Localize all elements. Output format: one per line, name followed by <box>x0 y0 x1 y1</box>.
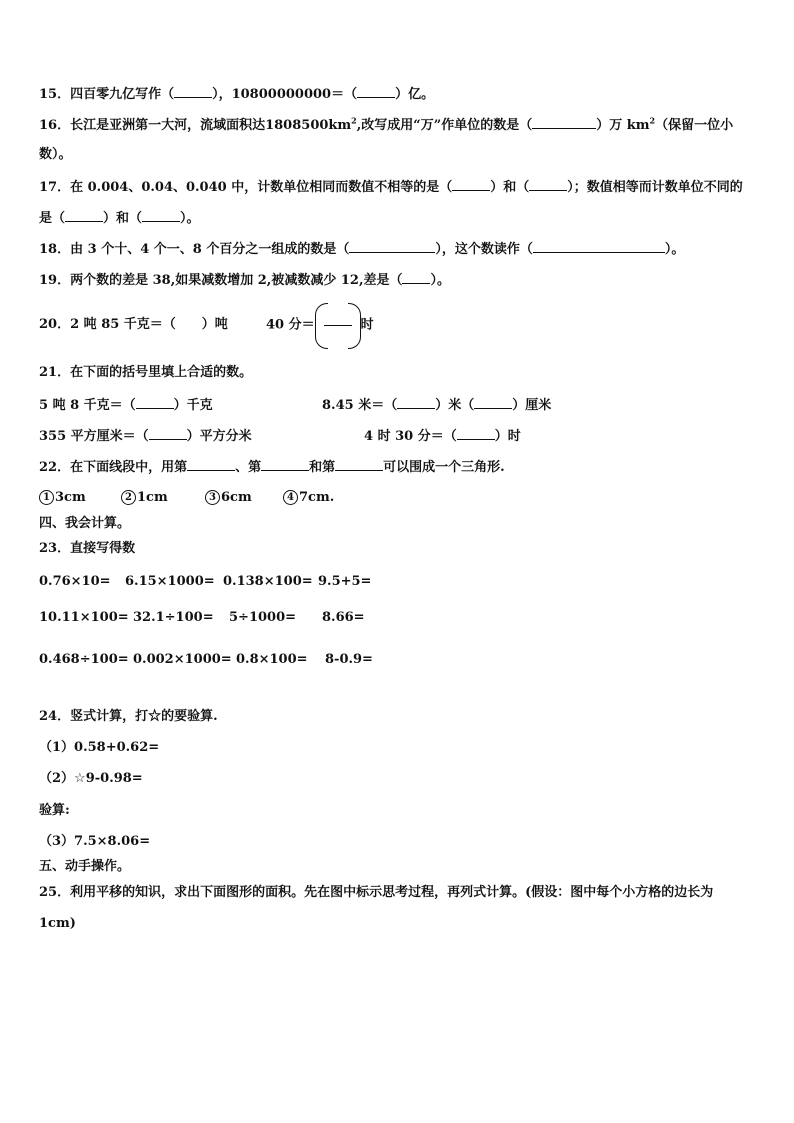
section-4-heading: 四、我会计算。 <box>39 516 131 531</box>
blank[interactable] <box>142 208 180 222</box>
calc-item: 8-0.9= <box>325 652 373 667</box>
blank[interactable] <box>529 177 567 191</box>
question-24-part-2: （2）☆9-0.98= <box>39 771 143 786</box>
fraction-blank[interactable] <box>315 303 361 347</box>
question-24-part-3: （3）7.5×8.06= <box>39 834 151 849</box>
calc-item: 0.468÷100= <box>39 652 129 667</box>
blank[interactable] <box>187 457 235 471</box>
calc-item: 8.66= <box>322 610 365 625</box>
section-5-heading: 五、动手操作。 <box>39 859 131 874</box>
question-24-title: 24．竖式计算，打☆的要验算. <box>39 709 218 724</box>
question-24-part-1: （1）0.58+0.62= <box>39 740 160 755</box>
blank[interactable] <box>136 395 174 409</box>
question-17: 17．在 0.004、0.04、0.040 中，计数单位相同而数值不相等的是（ ）和（ ）；数值相等而计数单位不同的 <box>39 177 743 197</box>
question-16: 16．长江是亚洲第一大河，流域面积达$1808500km^2$,改写成用“万”作单位的数是（ ）万 $km^2$（保留一位小 <box>39 115 734 133</box>
blank[interactable] <box>335 457 383 471</box>
blank[interactable] <box>532 115 596 129</box>
question-25: 25．利用平移的知识，求出下面图形的面积。先在图中标示思考过程，再列式计算。(假设：图中每个小方格的边长为 <box>39 885 714 900</box>
check-label: 验算: <box>39 803 70 818</box>
calc-item: 5÷1000= <box>229 610 297 625</box>
question-21-row2-left: 355 平方厘米＝（ ）平方分米 <box>39 426 252 446</box>
segment-option-2: 2 1cm <box>121 489 168 507</box>
question-23-title: 23．直接写得数 <box>39 541 136 556</box>
blank[interactable] <box>457 426 495 440</box>
question-25-cont: 1cm) <box>39 916 76 931</box>
blank[interactable] <box>474 395 512 409</box>
blank[interactable] <box>349 239 435 253</box>
star-icon: ☆ <box>74 771 86 786</box>
question-22: 22．在下面线段中，用第 、第 和第 可以围成一个三角形. <box>39 457 505 477</box>
blank[interactable] <box>402 270 430 284</box>
question-15: 15．四百零九亿写作（ ），10800000000＝（ ）亿。 <box>39 84 434 104</box>
blank[interactable] <box>149 426 187 440</box>
segment-option-1: 1 3cm <box>39 489 86 507</box>
segment-option-4: 4 7cm. <box>283 489 334 507</box>
question-21-row2-right: 4 时 30 分＝（ ）时 <box>364 426 521 446</box>
blank[interactable] <box>357 84 395 98</box>
question-21-row1-left: 5 吨 8 千克＝（ ）千克 <box>39 395 213 415</box>
blank[interactable] <box>397 395 435 409</box>
question-21-row1-right: 8.45 米＝（ ）米（ ）厘米 <box>322 395 551 415</box>
blank[interactable] <box>533 239 665 253</box>
calc-item: 0.138×100= <box>223 574 313 589</box>
calc-item: 9.5+5= <box>318 574 372 589</box>
question-20-fraction-part: 40 分＝ 时 <box>266 303 374 348</box>
question-17-cont: 是（ ）和（ ）。 <box>39 208 200 228</box>
calc-item: 32.1÷100= <box>133 610 214 625</box>
calc-item: 0.002×1000= <box>133 652 232 667</box>
blank[interactable] <box>174 84 212 98</box>
question-21-title: 21．在下面的括号里填上合适的数。 <box>39 365 253 380</box>
calc-item: 10.11×100= <box>39 610 129 625</box>
question-19: 19．两个数的差是 38,如果减数增加 2,被减数减少 12,差是（ ）。 <box>39 270 450 290</box>
question-18: 18．由 3 个十、4 个一、8 个百分之一组成的数是（ ），这个数读作（ ）。 <box>39 239 684 259</box>
blank[interactable] <box>65 208 103 222</box>
segment-option-3: 3 6cm <box>205 489 252 507</box>
calc-item: 0.76×10= <box>39 574 111 589</box>
question-16-cont: 数）。 <box>39 147 72 162</box>
calc-item: 0.8×100= <box>236 652 308 667</box>
blank[interactable] <box>452 177 490 191</box>
calc-item: 6.15×1000= <box>125 574 215 589</box>
blank[interactable] <box>261 457 309 471</box>
question-20: 20．2 吨 85 千克＝（ ）吨 <box>39 317 228 332</box>
